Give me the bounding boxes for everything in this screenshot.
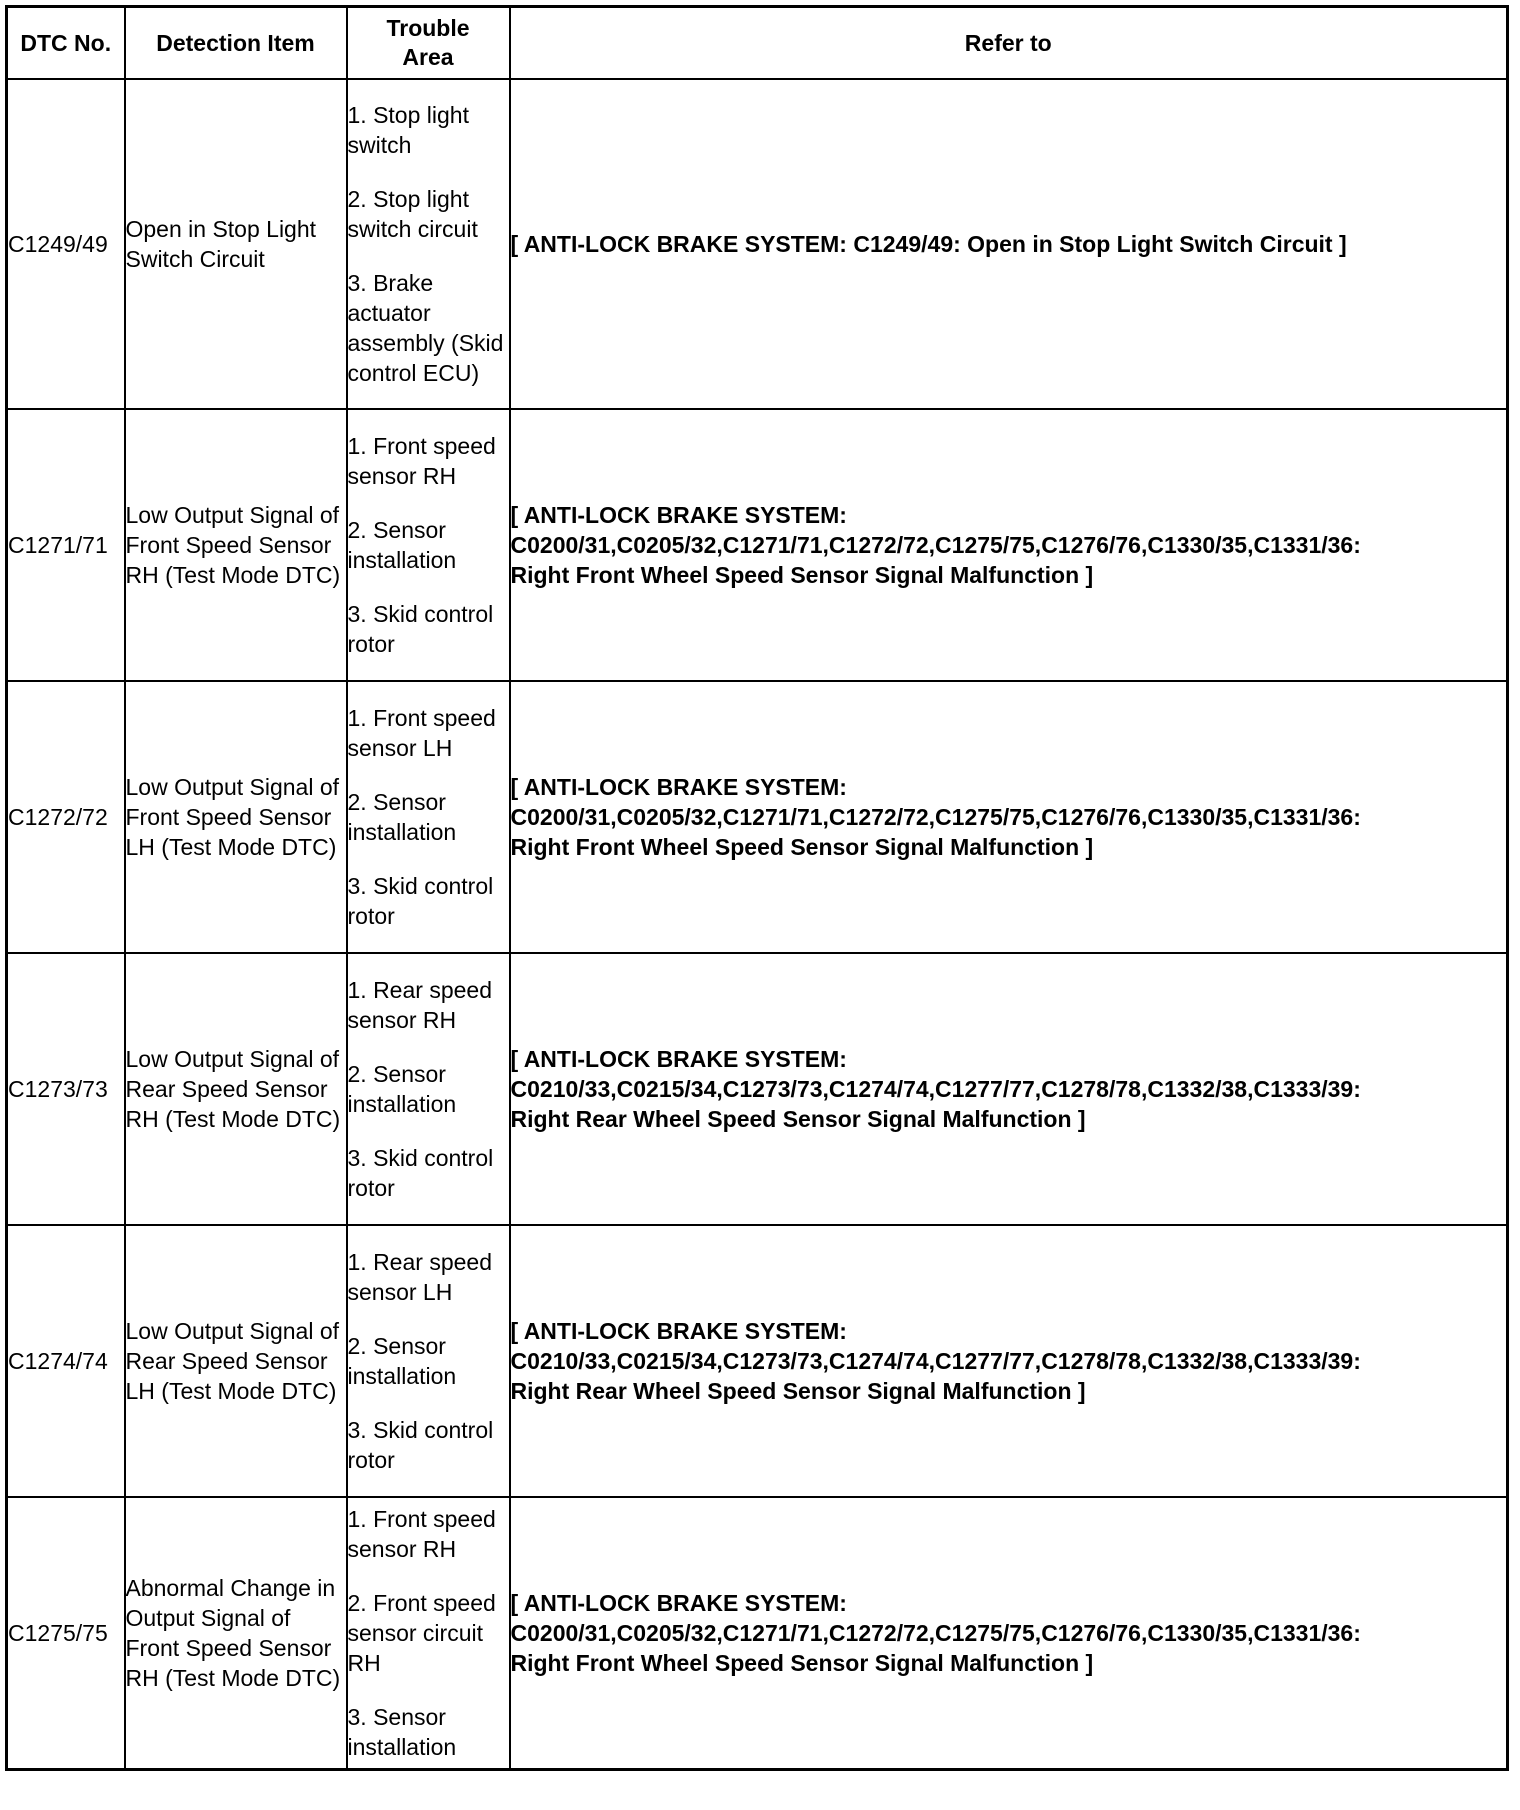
refer-to-link-text: C0210/33,C0215/34,C1273/73,C1274/74,C1277/77,C1278/78,C1332/38,C1333/39: (510, 1076, 1361, 1102)
refer-to-cell (510, 681, 1508, 953)
trouble-area-cell (347, 1497, 510, 1769)
dtc-number-cell: C1272/72 (7, 681, 125, 953)
refer-to-link-text: C0210/33,C0215/34,C1273/73,C1274/74,C1277/77,C1278/78,C1332/38,C1333/39: (510, 1348, 1361, 1374)
dtc-number-cell: C1274/74 (7, 1225, 125, 1497)
table-row (7, 681, 1508, 953)
trouble-area-cell (347, 681, 510, 953)
detection-item-cell: Low Output Signal of Front Speed Sensor RH (Test Mode DTC) (125, 409, 347, 681)
refer-to-cell (510, 409, 1508, 681)
detection-item-cell: Low Output Signal of Front Speed Sensor LH (Test Mode DTC) (125, 681, 347, 953)
trouble-area-item: 2. Sensor installation (347, 1061, 457, 1117)
header-row (7, 7, 1508, 80)
trouble-area-item: 2. Stop light switch circuit (347, 186, 478, 242)
refer-to-link-text: [ ANTI-LOCK BRAKE SYSTEM: (510, 1589, 847, 1616)
trouble-area-item: 3. Skid control rotor (347, 873, 494, 929)
trouble-area-item: 1. Front speed sensor RH (347, 433, 496, 489)
trouble-area-item: 1. Front speed sensor RH (347, 1505, 496, 1562)
refer-to-link-text: C0200/31,C0205/32,C1271/71,C1272/72,C1275/75,C1276/76,C1330/35,C1331/36: (510, 1619, 1361, 1646)
trouble-area-item: 1. Stop light switch (347, 102, 469, 158)
trouble-area-cell (347, 409, 510, 681)
trouble-area-item: 1. Rear speed sensor RH (347, 977, 492, 1033)
trouble-area-item: 2. Sensor installation (347, 789, 457, 845)
refer-to-link-text: Right Front Wheel Speed Sensor Signal Malfunction ] (510, 1649, 1094, 1676)
refer-to-link-text: C0200/31,C0205/32,C1271/71,C1272/72,C1275/75,C1276/76,C1330/35,C1331/36: (510, 804, 1361, 830)
trouble-area-item: 3. Skid control rotor (347, 1145, 494, 1201)
header-detection-item: Detection Item (125, 7, 347, 80)
refer-to-cell (510, 953, 1508, 1225)
header-dtc-no: DTC No. (7, 7, 125, 80)
refer-to-link-text: Right Rear Wheel Speed Sensor Signal Malfunction ] (510, 1106, 1086, 1132)
table-row (7, 79, 1508, 409)
trouble-area-item: 2. Front speed sensor circuit RH (347, 1589, 496, 1676)
refer-to-cell (510, 1225, 1508, 1497)
trouble-area-item: 3. Sensor installation (347, 1703, 457, 1760)
table-row (7, 409, 1508, 681)
dtc-number-cell: C1271/71 (7, 409, 125, 681)
refer-to-link-text: [ ANTI-LOCK BRAKE SYSTEM: (510, 502, 847, 528)
trouble-area-item: 2. Sensor installation (347, 517, 457, 573)
table-row (7, 1225, 1508, 1497)
detection-item-cell: Abnormal Change in Output Signal of Front Speed Sensor RH (Test Mode DTC) (125, 1497, 347, 1769)
dtc-number-cell: C1273/73 (7, 953, 125, 1225)
trouble-area-item: 1. Rear speed sensor LH (347, 1249, 492, 1305)
detection-item-cell: Low Output Signal of Rear Speed Sensor RH (Test Mode DTC) (125, 953, 347, 1225)
refer-to-cell (510, 79, 1508, 409)
trouble-area-cell (347, 953, 510, 1225)
refer-to-link-text: [ ANTI-LOCK BRAKE SYSTEM: C1249/49: Open in Stop Light Switch Circuit ] (510, 231, 1347, 257)
dtc-number-cell: C1275/75 (7, 1497, 125, 1769)
refer-to-cell (510, 1497, 1508, 1769)
trouble-area-cell (347, 1225, 510, 1497)
refer-to-link-text: [ ANTI-LOCK BRAKE SYSTEM: (510, 1046, 847, 1072)
table-header (7, 7, 1508, 80)
refer-to-link-text: Right Front Wheel Speed Sensor Signal Malfunction ] (510, 834, 1094, 860)
refer-to-link-text: Right Rear Wheel Speed Sensor Signal Malfunction ] (510, 1378, 1086, 1404)
detection-item-cell: Low Output Signal of Rear Speed Sensor LH (Test Mode DTC) (125, 1225, 347, 1497)
dtc-number-cell: C1249/49 (7, 79, 125, 409)
detection-item-cell: Open in Stop Light Switch Circuit (125, 79, 347, 409)
dtc-table (5, 5, 1509, 1771)
trouble-area-item: 2. Sensor installation (347, 1333, 457, 1389)
trouble-area-item: 3. Brake actuator assembly (Skid control ECU) (347, 270, 504, 386)
refer-to-link-text: Right Front Wheel Speed Sensor Signal Malfunction ] (510, 562, 1094, 588)
header-trouble-area: Trouble Area (347, 7, 510, 80)
trouble-area-item: 1. Front speed sensor LH (347, 705, 496, 761)
refer-to-link-text: [ ANTI-LOCK BRAKE SYSTEM: (510, 1318, 847, 1344)
trouble-area-item: 3. Skid control rotor (347, 1417, 494, 1473)
table-row (7, 1497, 1508, 1769)
refer-to-link-text: C0200/31,C0205/32,C1271/71,C1272/72,C1275/75,C1276/76,C1330/35,C1331/36: (510, 532, 1361, 558)
trouble-area-cell (347, 79, 510, 409)
table-row (7, 953, 1508, 1225)
header-refer-to: Refer to (510, 7, 1508, 80)
table-body (7, 79, 1508, 1769)
refer-to-link-text: [ ANTI-LOCK BRAKE SYSTEM: (510, 774, 847, 800)
trouble-area-item: 3. Skid control rotor (347, 601, 494, 657)
